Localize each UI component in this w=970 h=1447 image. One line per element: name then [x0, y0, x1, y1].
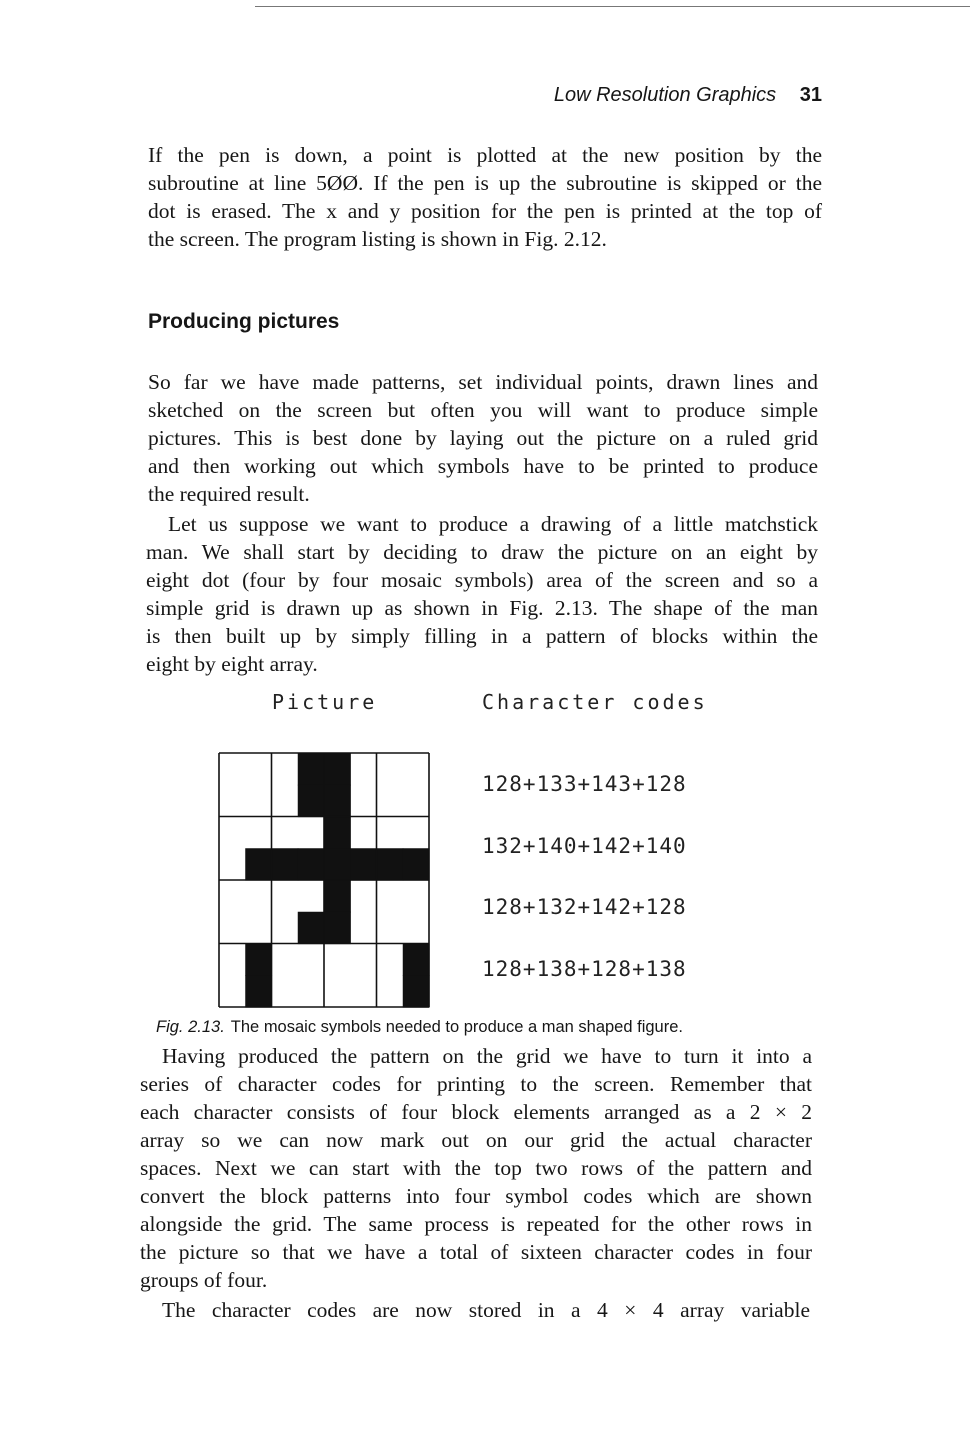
filled-block	[272, 848, 299, 880]
paragraph-array-storage	[140, 1296, 810, 1324]
caption-label: Fig. 2.13.	[156, 1018, 225, 1036]
filled-block	[245, 848, 272, 880]
filled-block	[377, 848, 404, 880]
text-line: dot is erased. The x and y position for the pen is printed at the top of	[148, 199, 822, 223]
filled-block	[324, 817, 351, 849]
filled-block	[324, 912, 351, 944]
text-line: pictures. This is best done by laying out the picture on a ruled grid	[148, 426, 818, 450]
mosaic-grid	[218, 752, 430, 1008]
text-line: alongside the grid. The same process is repeated for the other rows in	[140, 1212, 812, 1236]
text-line: man. We shall start by deciding to draw the picture on an eight by	[146, 540, 818, 564]
text-line: spaces. Next we can start with the top two rows of the pattern and	[140, 1156, 812, 1180]
filled-block	[298, 785, 325, 817]
text-line: groups of four.	[140, 1268, 268, 1292]
text-line: simple grid is drawn up as shown in Fig. 2.13. The shape of the man	[146, 596, 818, 620]
caption-text: The mosaic symbols needed to produce a man shaped figure.	[230, 1018, 683, 1036]
text-line: subroutine at line 5ØØ. If the pen is up the subroutine is skipped or the	[148, 171, 822, 195]
code-row: 128+132+142+128	[482, 895, 687, 919]
text-line: the required result.	[148, 482, 310, 506]
text-line: series of character codes for printing to the screen. Remember that	[140, 1072, 812, 1096]
filled-block	[298, 848, 325, 880]
text-line: the screen. The program listing is shown in Fig. 2.12.	[148, 227, 607, 251]
page-number: 31	[799, 84, 822, 106]
codes-heading: Character codes	[482, 690, 708, 714]
text-line: convert the block patterns into four symbol codes which are shown	[140, 1184, 812, 1208]
filled-block	[324, 880, 351, 912]
text-line: array so we can now mark out on our grid the actual character	[140, 1128, 812, 1152]
picture-heading: Picture	[272, 690, 378, 714]
filled-block	[324, 753, 351, 785]
text-line: The character codes are now stored in a 4 × 4 array variable	[162, 1298, 810, 1322]
figure-caption	[156, 1018, 683, 1037]
text-line: If the pen is down, a point is plotted at the new position by the	[148, 143, 822, 167]
paragraph-pen-plotting	[148, 141, 822, 253]
text-line: is then built up by simply filling in a pattern of blocks within the	[146, 624, 818, 648]
running-head	[0, 84, 822, 107]
text-line: sketched on the screen but often you will want to produce simple	[148, 398, 818, 422]
code-row: 128+138+128+138	[482, 956, 687, 981]
code-row: 128+133+143+128	[482, 772, 687, 796]
character-codes	[482, 772, 687, 1018]
filled-block	[403, 944, 430, 976]
paragraph-character-codes	[140, 1042, 812, 1294]
filled-block	[324, 785, 351, 817]
code-row: 132+140+142+140	[482, 833, 687, 858]
filled-block	[350, 848, 377, 880]
text-line: So far we have made patterns, set individual points, drawn lines and	[148, 370, 818, 394]
text-line: Let us suppose we want to produce a drawing of a little matchstick	[168, 512, 818, 536]
text-line: each character consists of four block elements arranged as a 2 × 2	[140, 1100, 812, 1124]
filled-block	[403, 848, 430, 880]
filled-block	[298, 912, 325, 944]
text-line: and then working out which symbols have to be printed to produce	[148, 454, 818, 478]
text-line: eight by eight array.	[146, 652, 318, 676]
text-line: the picture so that we have a total of sixteen character codes in four	[140, 1240, 812, 1264]
paragraph-matchstick-man	[146, 510, 818, 678]
text-line: eight dot (four by four mosaic symbols) area of the screen and so a	[146, 568, 818, 592]
running-title: Low Resolution Graphics	[553, 84, 777, 106]
section-heading: Producing pictures	[148, 310, 340, 333]
filled-block	[245, 944, 272, 976]
filled-block	[245, 975, 272, 1007]
top-rule	[255, 6, 970, 7]
filled-block	[298, 753, 325, 785]
filled-block	[403, 975, 430, 1007]
text-line: Having produced the pattern on the grid we have to turn it into a	[162, 1044, 812, 1068]
filled-block	[324, 848, 351, 880]
paragraph-intro	[148, 368, 818, 508]
